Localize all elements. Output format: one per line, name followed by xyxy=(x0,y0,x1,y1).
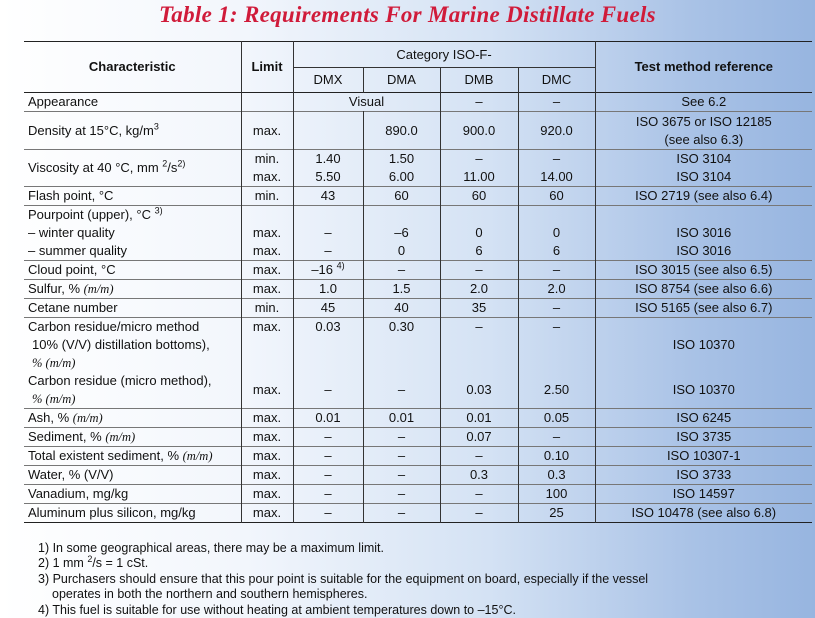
cell-value: 1.5 xyxy=(363,280,440,299)
cell-test: ISO 3735 xyxy=(595,428,812,447)
header-dmb: DMB xyxy=(440,68,518,93)
cell-value: 100 xyxy=(518,485,595,504)
cell-limit: min. max. xyxy=(241,150,293,187)
cell-value: 1.40 5.50 xyxy=(293,150,363,187)
cell-value: 0.30 xyxy=(363,318,440,373)
requirements-table xyxy=(24,41,812,523)
cell-value: – xyxy=(293,466,363,485)
cell-value: – xyxy=(293,504,363,523)
header-dma: DMA xyxy=(363,68,440,93)
row-label: Sulfur, % (m/m) xyxy=(28,281,114,296)
cell-value: 900.0 xyxy=(440,112,518,150)
cell-value: 0.01 xyxy=(440,409,518,428)
header-category: Category ISO-F- xyxy=(293,42,595,68)
cell-value: – xyxy=(518,93,595,112)
cell-value: 0.3 xyxy=(440,466,518,485)
cell-limit: max. xyxy=(241,447,293,466)
cell-value: 45 xyxy=(293,299,363,318)
cell-value: – xyxy=(363,372,440,409)
cell-value: – xyxy=(440,485,518,504)
table-row xyxy=(24,318,812,373)
footnote-3-continued: operates in both the northern and southern hemispheres. xyxy=(52,587,368,602)
cell-limit: max. xyxy=(241,112,293,150)
header-limit: Limit xyxy=(241,42,293,93)
footnote-4: 4) This fuel is suitable for use without heating at ambient temperatures down to –15°C. xyxy=(38,602,516,617)
cell-value: – xyxy=(440,261,518,280)
footnote-1: 1) In some geographical areas, there may be a maximum limit. xyxy=(38,541,384,555)
row-label: Appearance xyxy=(28,94,99,109)
table-row xyxy=(24,206,812,261)
cell-value: 0.03 xyxy=(293,318,363,373)
cell-limit: min. xyxy=(241,187,293,206)
table-row xyxy=(24,280,812,299)
cell-value: 60 xyxy=(363,187,440,206)
cell-test: ISO 3733 xyxy=(595,466,812,485)
cell-test: ISO 2719 (see also 6.4) xyxy=(595,187,812,206)
cell-value: – xyxy=(363,485,440,504)
cell-value: 2.50 xyxy=(518,372,595,409)
cell-value: – 11.00 xyxy=(440,150,518,187)
row-label: Carbon residue (micro method), % (m/m) xyxy=(28,373,212,406)
cell-value: 920.0 xyxy=(518,112,595,150)
cell-test: ISO 3675 or ISO 12185 (see also 6.3) xyxy=(595,112,812,150)
cell-limit: max. xyxy=(241,280,293,299)
cell-value: 1.50 6.00 xyxy=(363,150,440,187)
cell-test: ISO 14597 xyxy=(595,485,812,504)
cell-value: – xyxy=(293,372,363,409)
table-title: Table 1: Requirements For Marine Distillate Fuels xyxy=(159,2,656,27)
cell-test: ISO 3104 ISO 3104 xyxy=(595,150,812,187)
cell-value: 60 xyxy=(518,187,595,206)
cell-limit: max. max. xyxy=(241,206,293,261)
cell-limit: max. xyxy=(241,261,293,280)
cell-limit: max. xyxy=(241,428,293,447)
cell-limit: max. xyxy=(241,485,293,504)
cell-value: 0.10 xyxy=(518,447,595,466)
row-label: Water, % (V/V) xyxy=(28,467,114,482)
table-row xyxy=(24,261,812,280)
cell-value: – xyxy=(518,318,595,373)
row-label: Aluminum plus silicon, mg/kg xyxy=(28,505,196,520)
cell-value: – xyxy=(440,504,518,523)
table-row xyxy=(24,299,812,318)
cell-value: 60 xyxy=(440,187,518,206)
cell-value: – xyxy=(293,428,363,447)
table-row xyxy=(24,187,812,206)
cell-value: – xyxy=(440,93,518,112)
cell-value: 2.0 xyxy=(518,280,595,299)
table-row xyxy=(24,372,812,409)
cell-test: ISO 10370 xyxy=(595,372,812,409)
cell-test: ISO 3016 ISO 3016 xyxy=(595,206,812,261)
cell-value: – xyxy=(363,261,440,280)
table-row xyxy=(24,447,812,466)
cell-value: 0.01 xyxy=(293,409,363,428)
table-row xyxy=(24,112,812,150)
cell-value: 2.0 xyxy=(440,280,518,299)
cell-value: 890.0 xyxy=(363,112,440,150)
cell-test: See 6.2 xyxy=(595,93,812,112)
cell-test: ISO 10370 xyxy=(595,318,812,373)
cell-value: 0.07 xyxy=(440,428,518,447)
table-row xyxy=(24,409,812,428)
cell-value: 0.03 xyxy=(440,372,518,409)
footnote-3: 3) Purchasers should ensure that this pour point is suitable for the equipment on board, especially if the vessel xyxy=(38,571,649,586)
cell-value: – xyxy=(518,261,595,280)
cell-value: – xyxy=(363,428,440,447)
header-dmc: DMC xyxy=(518,68,595,93)
cell-limit: max. xyxy=(241,372,293,409)
cell-value: 0.01 xyxy=(363,409,440,428)
cell-limit: max. xyxy=(241,504,293,523)
cell-value: Visual xyxy=(293,93,440,112)
row-label: Pourpoint (upper), °C $^{3)}$ – winter quality – summer quality xyxy=(28,205,163,258)
table-row xyxy=(24,466,812,485)
cell-limit: max. xyxy=(241,409,293,428)
cell-test: ISO 5165 (see also 6.7) xyxy=(595,299,812,318)
cell-test: ISO 6245 xyxy=(595,409,812,428)
cell-value: 1.0 xyxy=(293,280,363,299)
cell-limit: min. xyxy=(241,299,293,318)
row-label: Carbon residue/micro method 10% (V/V) distillation bottoms), % (m/m) xyxy=(28,319,210,370)
table-row xyxy=(24,428,812,447)
cell-value: – xyxy=(363,447,440,466)
footnote-2: 2) 1 mm $^2$/s = 1 cSt. xyxy=(38,554,149,571)
cell-value: 40 xyxy=(363,299,440,318)
row-label: Viscosity at 40 °C, mm $^2/s^{2)}$ xyxy=(28,158,186,175)
row-label: Vanadium, mg/kg xyxy=(28,486,129,501)
cell-value: – xyxy=(293,447,363,466)
cell-value: 35 xyxy=(440,299,518,318)
row-label: Sediment, % (m/m) xyxy=(28,429,136,444)
header-characteristic: Characteristic xyxy=(88,59,176,74)
row-label: Ash, % (m/m) xyxy=(28,410,103,425)
cell-value: – xyxy=(440,318,518,373)
table-row xyxy=(24,93,812,112)
row-label: Cloud point, °C xyxy=(28,262,116,277)
cell-value: – 14.00 xyxy=(518,150,595,187)
cell-test: ISO 10478 (see also 6.8) xyxy=(595,504,812,523)
cell-value: 25 xyxy=(518,504,595,523)
row-label: Total existent sediment, % (m/m) xyxy=(28,448,213,463)
header-test-method: Test method reference xyxy=(595,42,812,93)
row-label: Density at 15°C, $kg/m^3$ xyxy=(28,121,159,138)
cell-value: – – xyxy=(293,206,363,261)
cell-value: 43 xyxy=(293,187,363,206)
cell-limit: max. xyxy=(241,466,293,485)
cell-value: – xyxy=(518,299,595,318)
cell-value: 0 6 xyxy=(440,206,518,261)
cell-value: – xyxy=(363,504,440,523)
cell-value: – xyxy=(293,485,363,504)
cell-value: 0.3 xyxy=(518,466,595,485)
cell-value: 0 6 xyxy=(518,206,595,261)
cell-limit: max. xyxy=(241,318,293,373)
row-label: Flash point, °C xyxy=(28,188,114,203)
table-row xyxy=(24,150,812,187)
row-label: Cetane number xyxy=(28,300,118,315)
cell-value: –16 $^{4)}$ xyxy=(293,261,363,280)
header-dmx: DMX xyxy=(293,68,363,93)
table-row xyxy=(24,485,812,504)
table-row xyxy=(24,504,812,523)
cell-test: ISO 10307-1 xyxy=(595,447,812,466)
cell-value: – xyxy=(440,447,518,466)
cell-value: –6 0 xyxy=(363,206,440,261)
cell-value: – xyxy=(518,428,595,447)
cell-value: – xyxy=(363,466,440,485)
cell-test: ISO 8754 (see also 6.6) xyxy=(595,280,812,299)
cell-value: 0.05 xyxy=(518,409,595,428)
footnotes xyxy=(38,541,798,618)
cell-test: ISO 3015 (see also 6.5) xyxy=(595,261,812,280)
